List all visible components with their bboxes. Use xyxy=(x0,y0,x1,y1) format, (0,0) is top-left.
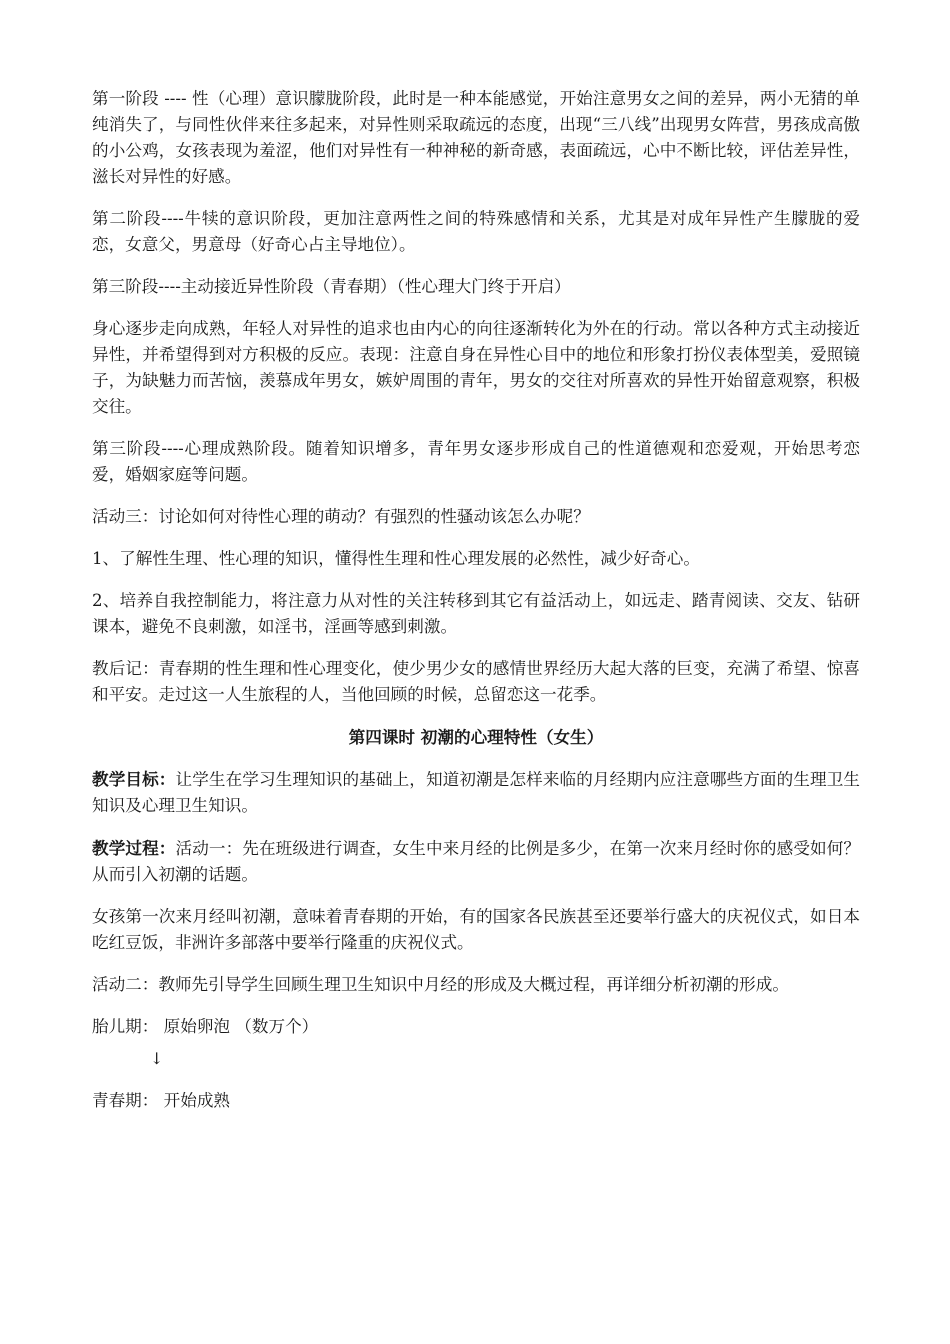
teaching-goal-text: 让学生在学习生理知识的基础上，知道初潮是怎样来临的月经期内应注意哪些方面的生理卫生知识及心理卫生知识。 xyxy=(92,770,861,815)
paragraph-teaching-goal xyxy=(92,766,860,819)
paragraph-activity-3: 活动三：讨论如何对待性心理的萌动？有强烈的性骚动该怎么办呢？ xyxy=(92,507,590,526)
paragraph-stage-1: 第一阶段 ---- 性（心理）意识朦胧阶段，此时是一种本能感觉，开始注意男女之间的差异，两小无猜的单纯消失了，与同性伙伴来往多起来，对异性则采取疏远的态度，出现“三八线”出现男女阵营，男孩成高傲的小公鸡，女孩表现为羞涩，他们对异性有一种神秘的新奇感，表面疏远，心中不断比较，评估差异性，滋长对异性的好感。 xyxy=(92,89,860,186)
paragraph-stage-4: 第三阶段----心理成熟阶段。随着知识增多，青年男女逐步形成自己的性道德观和恋爱观，开始思考恋爱，婚姻家庭等问题。 xyxy=(92,439,860,484)
paragraph-point-2: 2、培养自我控制能力，将注意力从对性的关注转移到其它有益活动上，如远走、踏青阅读、交友、钻研课本，避免不良刺激，如淫书，淫画等感到刺激。 xyxy=(92,591,860,636)
paragraph-teaching-process xyxy=(92,835,860,888)
arrow-down-icon: ↓ xyxy=(150,1049,164,1068)
section-heading: 第四课时 初潮的心理特性（女生） xyxy=(348,727,604,747)
paragraph-menarche: 女孩第一次来月经叫初潮，意味着青春期的开始，有的国家各民族甚至还要举行盛大的庆祝仪式，如日本吃红豆饭，非洲许多部落中要举行隆重的庆祝仪式。 xyxy=(92,907,860,952)
paragraph-fetal-stage: 胎儿期： 原始卵泡 （数万个） xyxy=(92,1017,319,1036)
paragraph-point-1: 1、了解性生理、性心理的知识，懂得性生理和性心理发展的必然性，减少好奇心。 xyxy=(92,549,700,568)
document-page xyxy=(92,86,860,1130)
teaching-process-label: 教学过程： xyxy=(92,838,176,858)
paragraph-afterword: 教后记：青春期的性生理和性心理变化，使少男少女的感情世界经历大起大落的巨变，充满了希望、惊喜和平安。走过这一人生旅程的人，当他回顾的时候，总留恋这一花季。 xyxy=(92,659,860,704)
paragraph-puberty-stage: 青春期： 开始成熟 xyxy=(92,1091,231,1110)
paragraph-stage-3: 第三阶段----主动接近异性阶段（青春期）（性心理大门终于开启） xyxy=(92,277,571,296)
teaching-goal-label: 教学目标： xyxy=(92,769,176,789)
paragraph-stage-2: 第二阶段----牛犊的意识阶段，更加注意两性之间的特殊感情和关系，尤其是对成年异性产生朦胧的爱恋，女意父，男意母（好奇心占主导地位）。 xyxy=(92,209,860,254)
teaching-process-text: 活动一：先在班级进行调查，女生中来月经的比例是多少，在第一次来月经时你的感受如何？从而引入初潮的话题。 xyxy=(92,839,861,884)
paragraph-stage-3-detail: 身心逐步走向成熟，年轻人对异性的追求也由内心的向往逐渐转化为外在的行动。常以各种方式主动接近异性，并希望得到对方积极的反应。表现：注意自身在异性心目中的地位和形象打扮仪表体型美，爱照镜子，为缺魅力而苦恼，羡慕成年男女，嫉妒周围的青年，男女的交往对所喜欢的异性开始留意观察，积极交往。 xyxy=(92,319,860,416)
paragraph-activity-2: 活动二：教师先引导学生回顾生理卫生知识中月经的形成及大概过程，再详细分析初潮的形成。 xyxy=(92,975,789,994)
